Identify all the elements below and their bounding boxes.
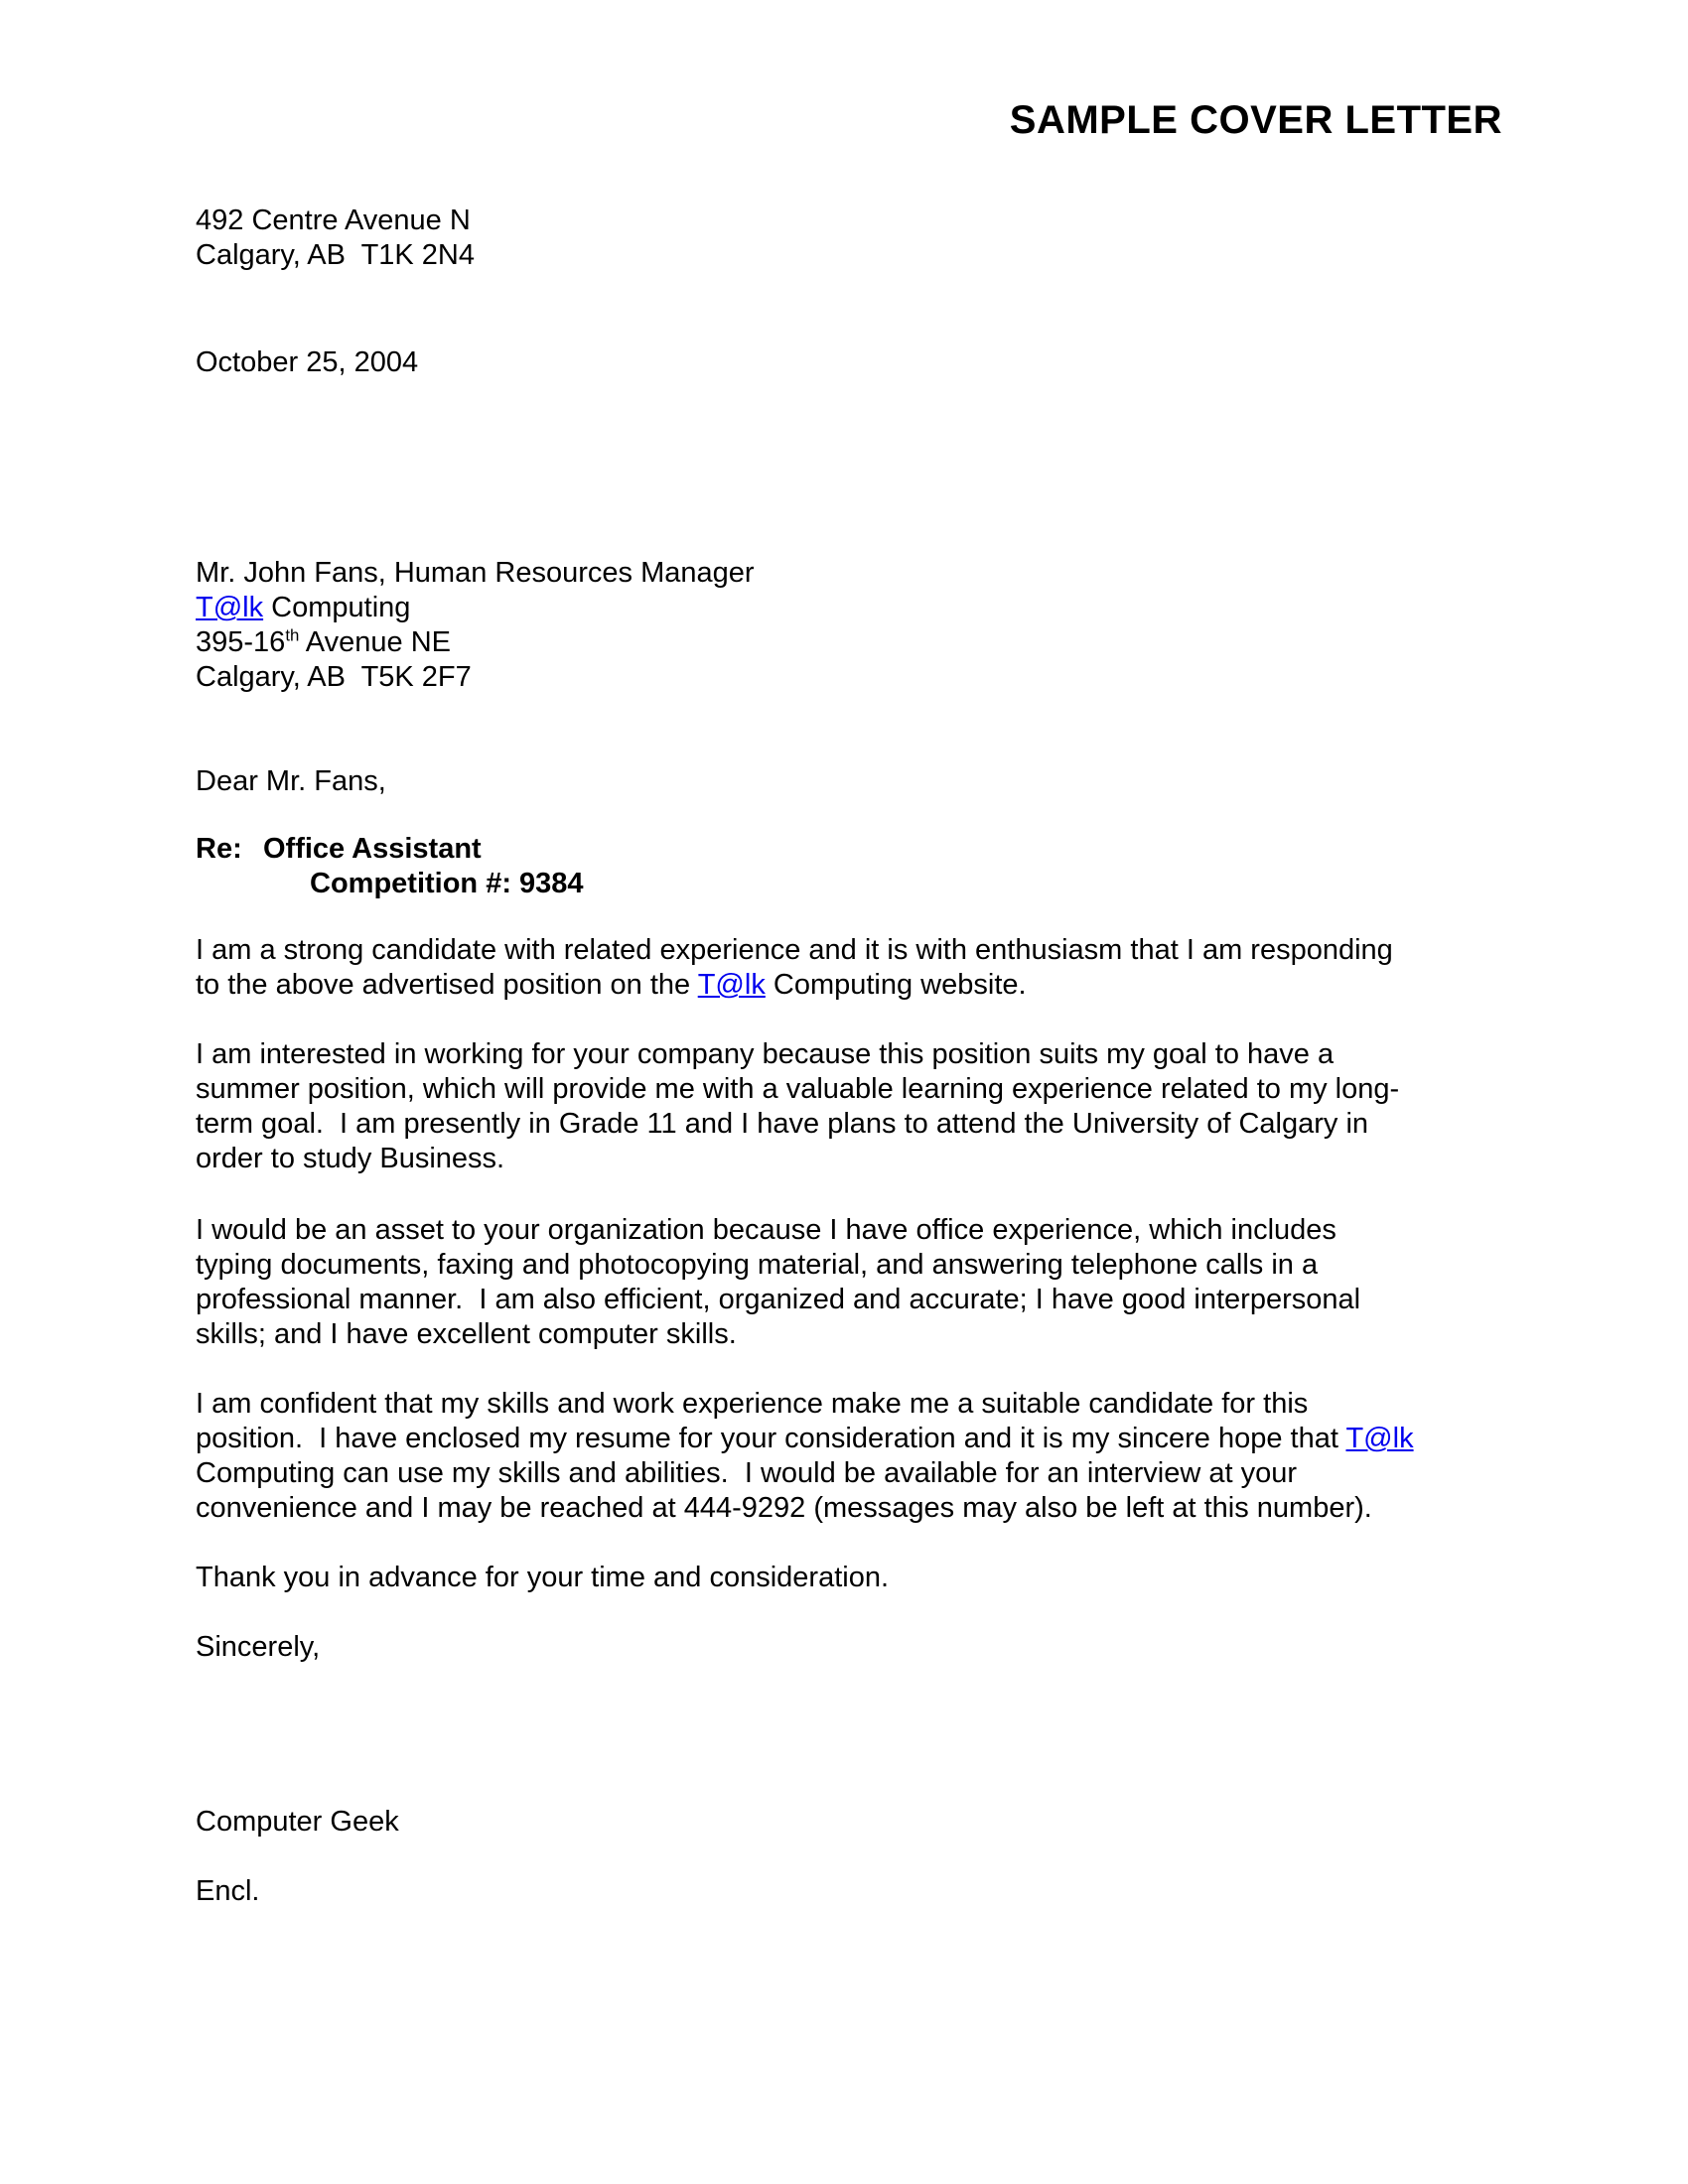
- text-segment: position. I have enclosed my resume for your consideration and it is my sincere hope that: [196, 1423, 1346, 1454]
- subject-block: [196, 832, 1502, 901]
- sender-street: 492 Centre Avenue N: [196, 205, 471, 236]
- subject-line: [196, 832, 1502, 867]
- paragraph-line: summer position, which will provide me with a valuable learning experience related to my long-: [196, 1073, 1400, 1105]
- text-segment: Computing website.: [765, 969, 1027, 1001]
- paragraph-line: I am confident that my skills and work experience make me a suitable candidate for this: [196, 1388, 1309, 1420]
- letter-date: October 25, 2004: [196, 346, 419, 378]
- paragraph-line: I am interested in working for your company because this position suits my goal to have a: [196, 1038, 1335, 1070]
- recipient-company-rest: Computing: [263, 592, 411, 623]
- signature-name: Computer Geek: [196, 1806, 399, 1838]
- sender-address: [196, 204, 1502, 273]
- paragraph-intro: [196, 933, 1502, 1003]
- sender-city: Calgary, AB T1K 2N4: [196, 239, 476, 271]
- recipient-street-ordinal: th: [285, 625, 300, 645]
- talk-website-link[interactable]: T@lk: [697, 969, 766, 1001]
- paragraph-line: order to study Business.: [196, 1143, 505, 1174]
- paragraph-interest: [196, 1037, 1502, 1176]
- enclosure-note: Encl.: [196, 1875, 260, 1907]
- recipient-city: Calgary, AB T5K 2F7: [196, 661, 472, 693]
- paragraph-line: [196, 968, 1502, 1003]
- recipient-company: [196, 591, 1502, 625]
- paragraph-asset: [196, 1213, 1502, 1352]
- paragraph-line: convenience and I may be reached at 444-9292 (messages may also be left at this number).: [196, 1492, 1372, 1524]
- recipient-address: [196, 556, 1502, 695]
- recipient-street-rest: Avenue NE: [299, 626, 451, 658]
- subject-label: Re:: [196, 833, 242, 865]
- closing-line: Sincerely,: [196, 1631, 321, 1663]
- paragraph-line: Computing can use my skills and abilities. I would be available for an interview at your: [196, 1457, 1297, 1489]
- letter-body: [196, 204, 1502, 1909]
- recipient-street-number: 395-16: [196, 626, 286, 658]
- thanks-line: Thank you in advance for your time and consideration.: [196, 1562, 890, 1593]
- subject-position: Office Assistant: [263, 833, 482, 865]
- paragraph-line: term goal. I am presently in Grade 11 and I have plans to attend the University of Calgary in: [196, 1108, 1369, 1140]
- paragraph-line: typing documents, faxing and photocopying material, and answering telephone calls in a: [196, 1249, 1319, 1281]
- subject-competition: Competition #: 9384: [310, 868, 584, 899]
- paragraph-line: I would be an asset to your organization because I have office experience, which includes: [196, 1214, 1336, 1246]
- text-segment: to the above advertised position on the: [196, 969, 698, 1001]
- paragraph-line: I am a strong candidate with related experience and it is with enthusiasm that I am responding: [196, 934, 1393, 966]
- recipient-name: Mr. John Fans, Human Resources Manager: [196, 557, 755, 589]
- recipient-street: [196, 625, 1502, 660]
- paragraph-confident: [196, 1387, 1502, 1526]
- page-title: SAMPLE COVER LETTER: [1009, 98, 1502, 142]
- talk-hope-link[interactable]: T@lk: [1345, 1423, 1414, 1454]
- salutation: Dear Mr. Fans,: [196, 765, 386, 797]
- talk-company-link[interactable]: T@lk: [196, 592, 264, 623]
- paragraph-line: [196, 1422, 1502, 1456]
- paragraph-line: professional manner. I am also efficient, organized and accurate; I have good interpersonal: [196, 1284, 1361, 1315]
- paragraph-line: skills; and I have excellent computer skills.: [196, 1318, 737, 1350]
